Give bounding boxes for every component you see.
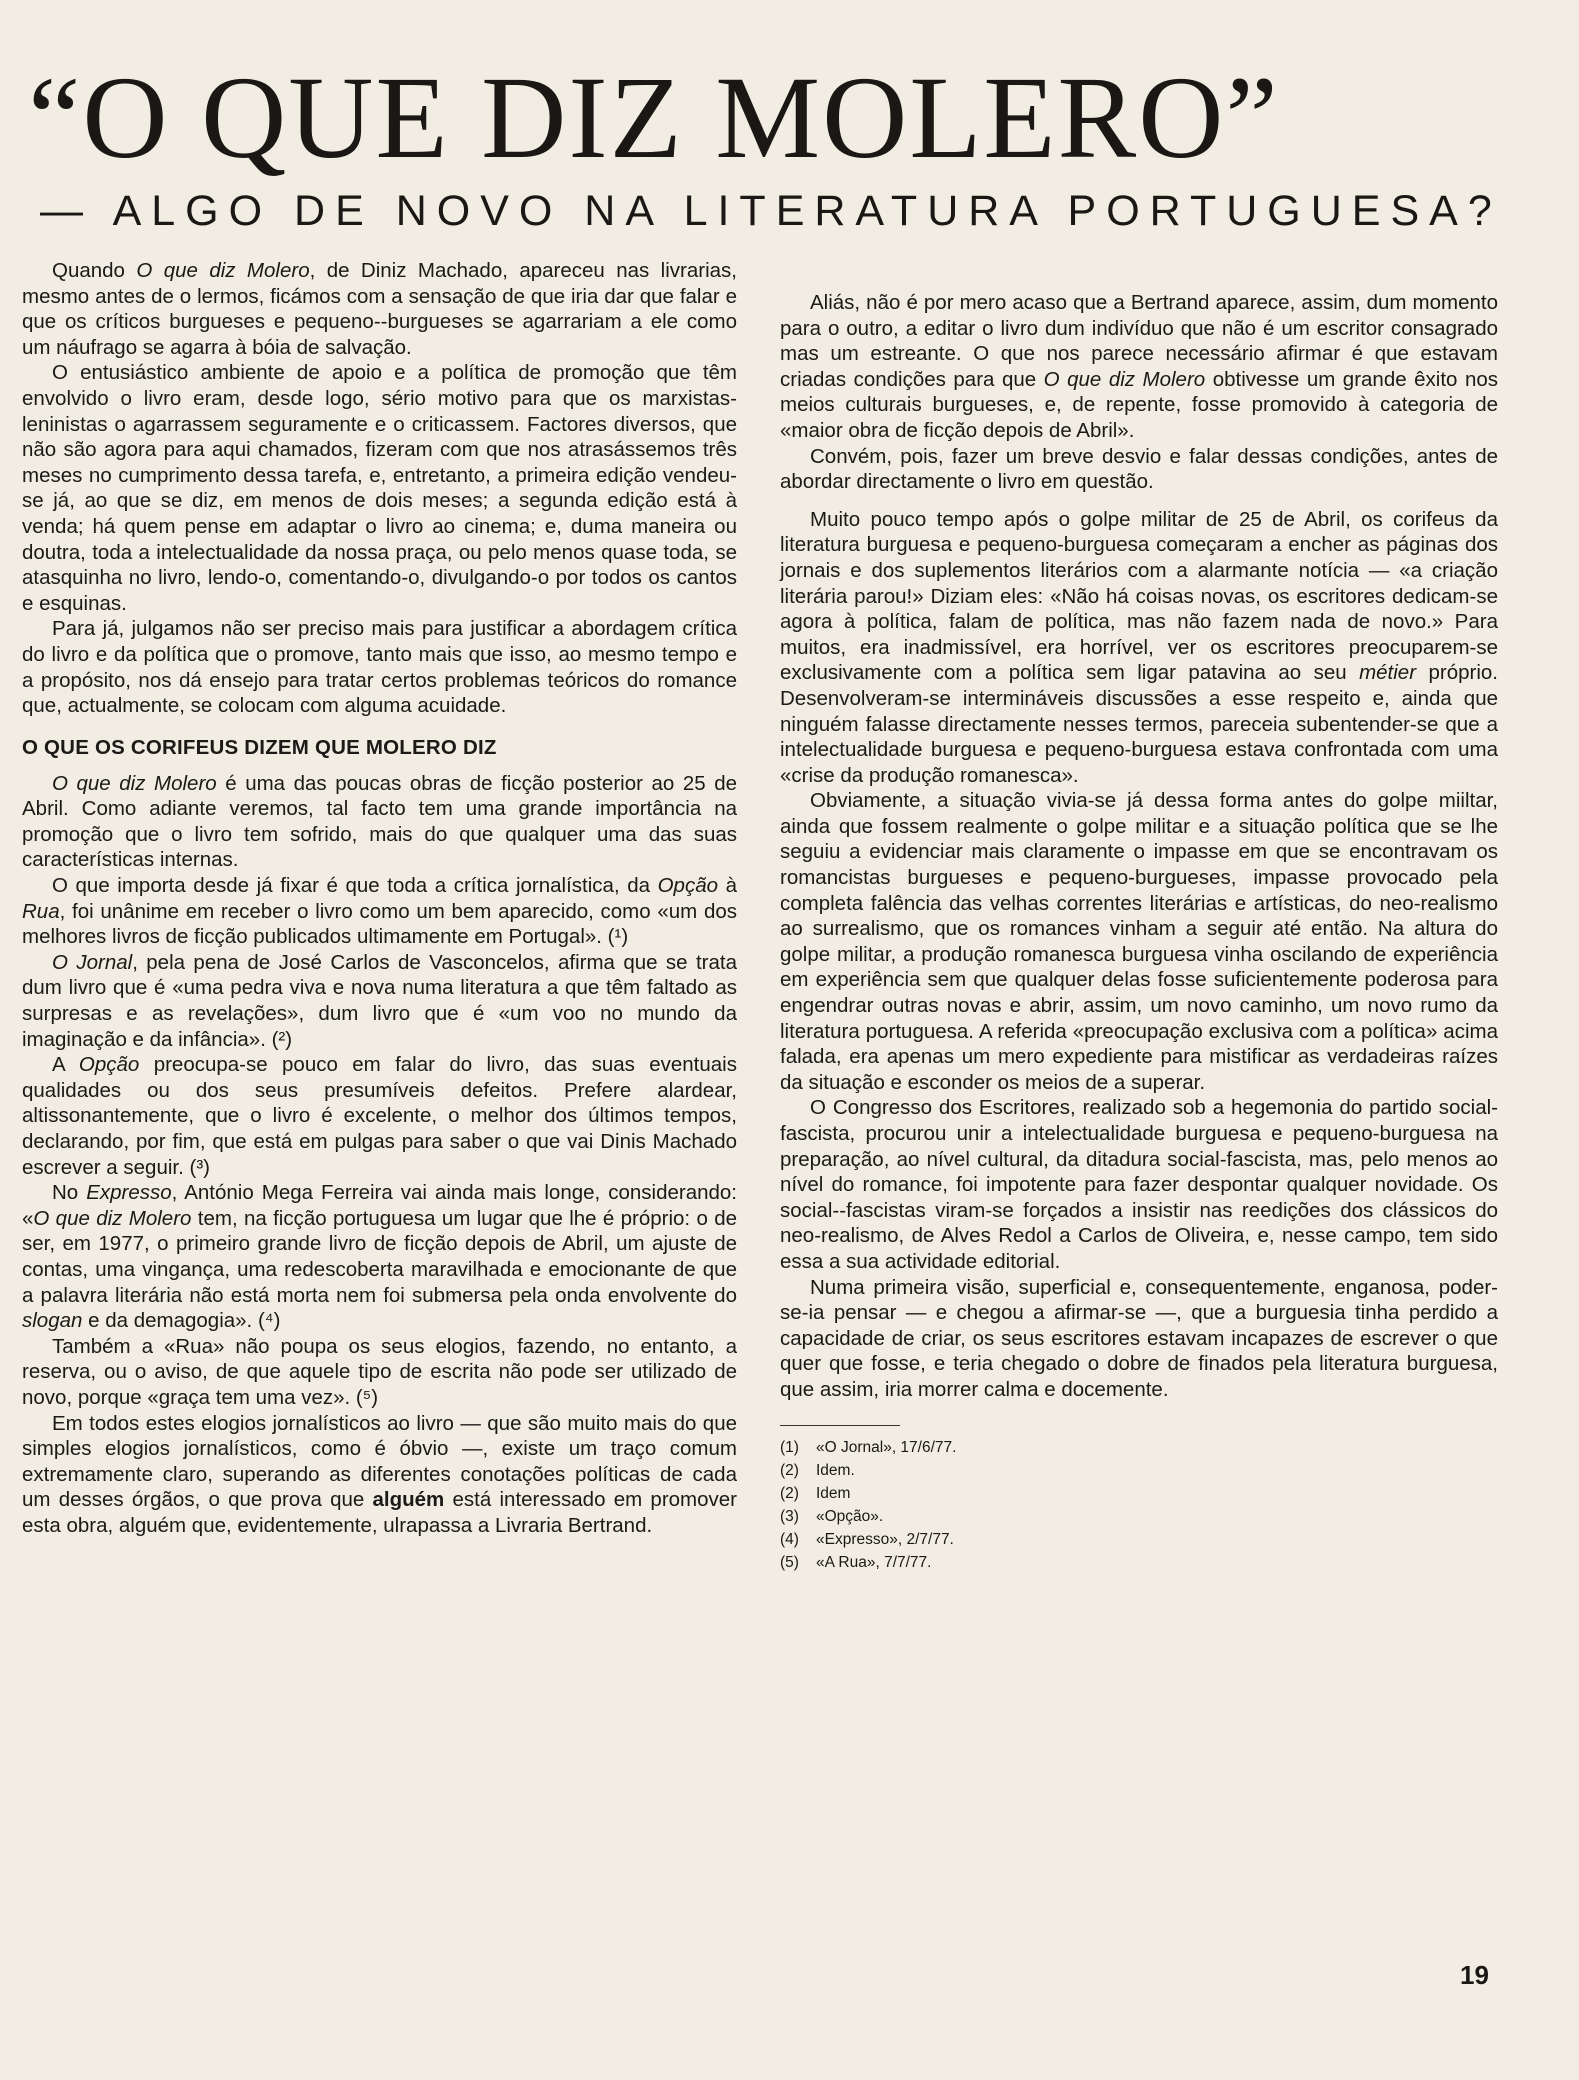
book-title: O que diz Molero <box>1043 367 1206 391</box>
paragraph: Para já, julgamos não ser preciso mais para justificar a abordagem crítica do livro e da política que o promove, tanto mais que isso, ao mesmo tempo e a propósito, nos dá ensejo para tratar certos problemas teóricos do romance que, actualmente, se colocam com alguma acuidade. <box>22 617 737 718</box>
paragraph: A Opção preocupa-se pouco em falar do livro, das suas eventuais qualidades ou dos seus presumíveis defeitos. Prefere alardear, altissonantemente, que o livro é excelente, o melhor dos últimos tempos, declarando, por fim, que está em pulgas para saber o que vai Dinis Machado escrever a seguir. (³) <box>22 1053 737 1179</box>
paragraph: No Expresso, António Mega Ferreira vai ainda mais longe, considerando: «O que diz Molero tem, na ficção portuguesa um lugar que lhe é próprio: o de ser, em 1977, o primeiro grande livro de ficção depois de Abril, um ajuste de contas, uma vingança, uma redescoberta maravilhada e emocionante de que a palavra literária não está morta nem foi submersa pela onda envolvente do slogan e da demagogia». (⁴) <box>22 1181 738 1333</box>
article-subtitle: — ALGO DE NOVO NA LITERATURA PORTUGUESA? <box>40 187 1502 235</box>
paragraph: O que importa desde já fixar é que toda a crítica jornalística, da Opção à Rua, foi unânime em receber o livro como um bem aparecido, como «um dos melhores livros de ficção publicados ultimamente em Portugal». (¹) <box>22 874 737 949</box>
footnote: (4) «Expresso», 2/7/77. <box>780 1530 954 1548</box>
paragraph: Muito pouco tempo após o golpe militar de 25 de Abril, os corifeus da literatura burguesa e pequeno-burguesa começaram a encher as páginas dos jornais e dos suplementos literários com a alarmante notícia — «a criação literária parou!» Diziam eles: «Não há coisas novas, os escritores dedicam-se agora à política, falam de política, mas não fazem nada de novo.» Para muitos, era inadmissível, era horrível, ver os escritores preocuparem-se exclusivamente com a política sem ligar patavina ao seu métier próprio. Desenvolveram-se intermináveis discussões a esse respeito e, ainda que ninguém falasse directamente nesses termos, pareceia subentender-se que a intelectualidade burguesa e pequeno-burguesa estava confrontada com uma «crise da produção romanesca». <box>780 507 1498 787</box>
section-heading: O QUE OS CORIFEUS DIZEM QUE MOLERO DIZ <box>22 735 497 759</box>
footnote: (2) Idem <box>780 1484 851 1502</box>
paragraph: O que diz Molero é uma das poucas obras de ficção posterior ao 25 de Abril. Como adiante veremos, tal facto tem uma grande importância na promoção que o livro tem sofrido, mais do que qualquer uma das suas características internas. <box>22 771 738 872</box>
page-number: 19 <box>1460 1960 1489 1990</box>
left-column <box>22 258 737 1539</box>
footnote: (3) «Opção». <box>780 1507 884 1525</box>
book-title: O que diz Molero <box>52 771 217 795</box>
paragraph: Também a «Rua» não poupa os seus elogios, fazendo, no entanto, a reserva, ou o aviso, de que aquele tipo de escrita não pode ser utilizado de novo, porque «graça tem uma vez». (⁵) <box>22 1334 737 1409</box>
footnote-divider <box>780 1425 900 1426</box>
paragraph: Obviamente, a situação vivia-se já dessa forma antes do golpe miiltar, ainda que fossem realmente o golpe militar e a situação política que se lhe seguiu a evidenciar mais claramente o impasse em que se encontravam os romancistas burgueses e pequeno-burgueses, impasse provocado pela completa falência das velhas correntes literárias e artísticas, do neo-realismo ao surrealismo, que os romances vinham a seguir até então. Na altura do golpe militar, a produção romanesca burguesa vinha oscilando de experiência em experiência sem que qualquer delas fosse suficientemente poderosa para engendrar outras novas e abrir, assim, um novo caminho, um novo rumo da literatura portuguesa. A referida «preocupação exclusiva com a política» acima falada, era apenas um mero expediente para mistificar as verdadeiras raízes da situação e esconder os meios de a superar. <box>780 789 1498 1094</box>
footnote: (2) Idem. <box>780 1461 855 1479</box>
paragraph: Em todos estes elogios jornalísticos ao livro — que são muito mais do que simples elogios jornalísticos, como é óbvio —, existe um traço comum extremamente claro, superando as diferentes conotações políticas de cada um desses órgãos, o que prova que alguém está interessado em promover esta obra, alguém que, evidentemente, ulrapassa a Livraria Bertrand. <box>22 1411 738 1537</box>
paragraph: Aliás, não é por mero acaso que a Bertrand aparece, assim, dum momento para o outro, a editar o livro dum indivíduo que não é um escritor consagrado mas um estreante. O que nos parece necessário afirmar é que estavam criadas condições para que O que diz Molero obtivesse um grande êxito nos meios culturais burgueses, e, de repente, fosse promovido à categoria de «maior obra de ficção depois de Abril». <box>780 291 1498 442</box>
paragraph: O Congresso dos Escritores, realizado sob a hegemonia do partido social-fascista, procurou unir a intelectualidade burguesa e pequeno-burguesa na preparação, ao nível cultural, da ditadura social-fascista, mas, pelo menos ao nível do romance, foi impotente para fazer despontar qualquer novidade. Os social--fascistas viram-se forçados a insistir nas reedições dos clássicos do neo-realismo, de Alves Redol a Carlos de Oliveira, e, nesse campo, tem sido essa a sua actividade editorial. <box>780 1096 1498 1273</box>
footnote: (5) «A Rua», 7/7/77. <box>780 1553 932 1571</box>
book-title: O que diz Molero <box>136 259 310 282</box>
paragraph: Numa primeira visão, superficial e, consequentemente, enganosa, poder-se-ia pensar — e chegou a afirmar-se —, que a burguesia tinha perdido a capacidade de criar, os seus escritores estavam incapazes de escrever o que quer que fosse, e teria chegado o dobre de finados pela literatura burguesa, que assim, iria morrer calma e docemente. <box>780 1275 1498 1401</box>
paragraph: Quando O que diz Molero, de Diniz Machado, apareceu nas livrarias, mesmo antes de o lermos, ficámos com a sensação de que iria dar que falar e que os críticos burgueses e pequeno--burgueses se agarrariam a ele como um náufrago se agarra à bóia de salvação. <box>22 259 737 359</box>
footnotes <box>780 1436 1498 1574</box>
article-title: “O QUE DIZ MOLERO” <box>28 52 1280 183</box>
right-column <box>780 290 1498 1574</box>
paragraph: O Jornal, pela pena de José Carlos de Vasconcelos, afirma que se trata dum livro que é «uma pedra viva e nova numa literatura a que têm faltado as surpresas e as revelações», dum livro que é «um voo no mundo da imaginação e da infância». (²) <box>22 950 737 1051</box>
paragraph: Convém, pois, fazer um breve desvio e falar dessas condições, antes de abordar directamente o livro em questão. <box>780 444 1498 494</box>
paragraph: O entusiástico ambiente de apoio e a política de promoção que têm envolvido o livro eram, desde logo, sério motivo para que os marxistas-leninistas o agarrassem seguramente e o criticassem. Factores diversos, que não são agora para aqui chamados, fizeram com que nos atrasássemos três meses no cumprimento dessa tarefa, e, entretanto, a primeira edição vendeu-se já, ao que se diz, em menos de dois meses; a segunda edição está à venda; há quem pense em adaptar o livro ao cinema; e, duma maneira ou doutra, toda a intelectualidade da nossa praça, ou pelo menos quase toda, se atasquinha no livro, lendo-o, comentando-o, divulgando-o por todos os cantos e esquinas. <box>22 361 737 615</box>
footnote: (1) «O Jornal», 17/6/77. <box>780 1438 957 1456</box>
